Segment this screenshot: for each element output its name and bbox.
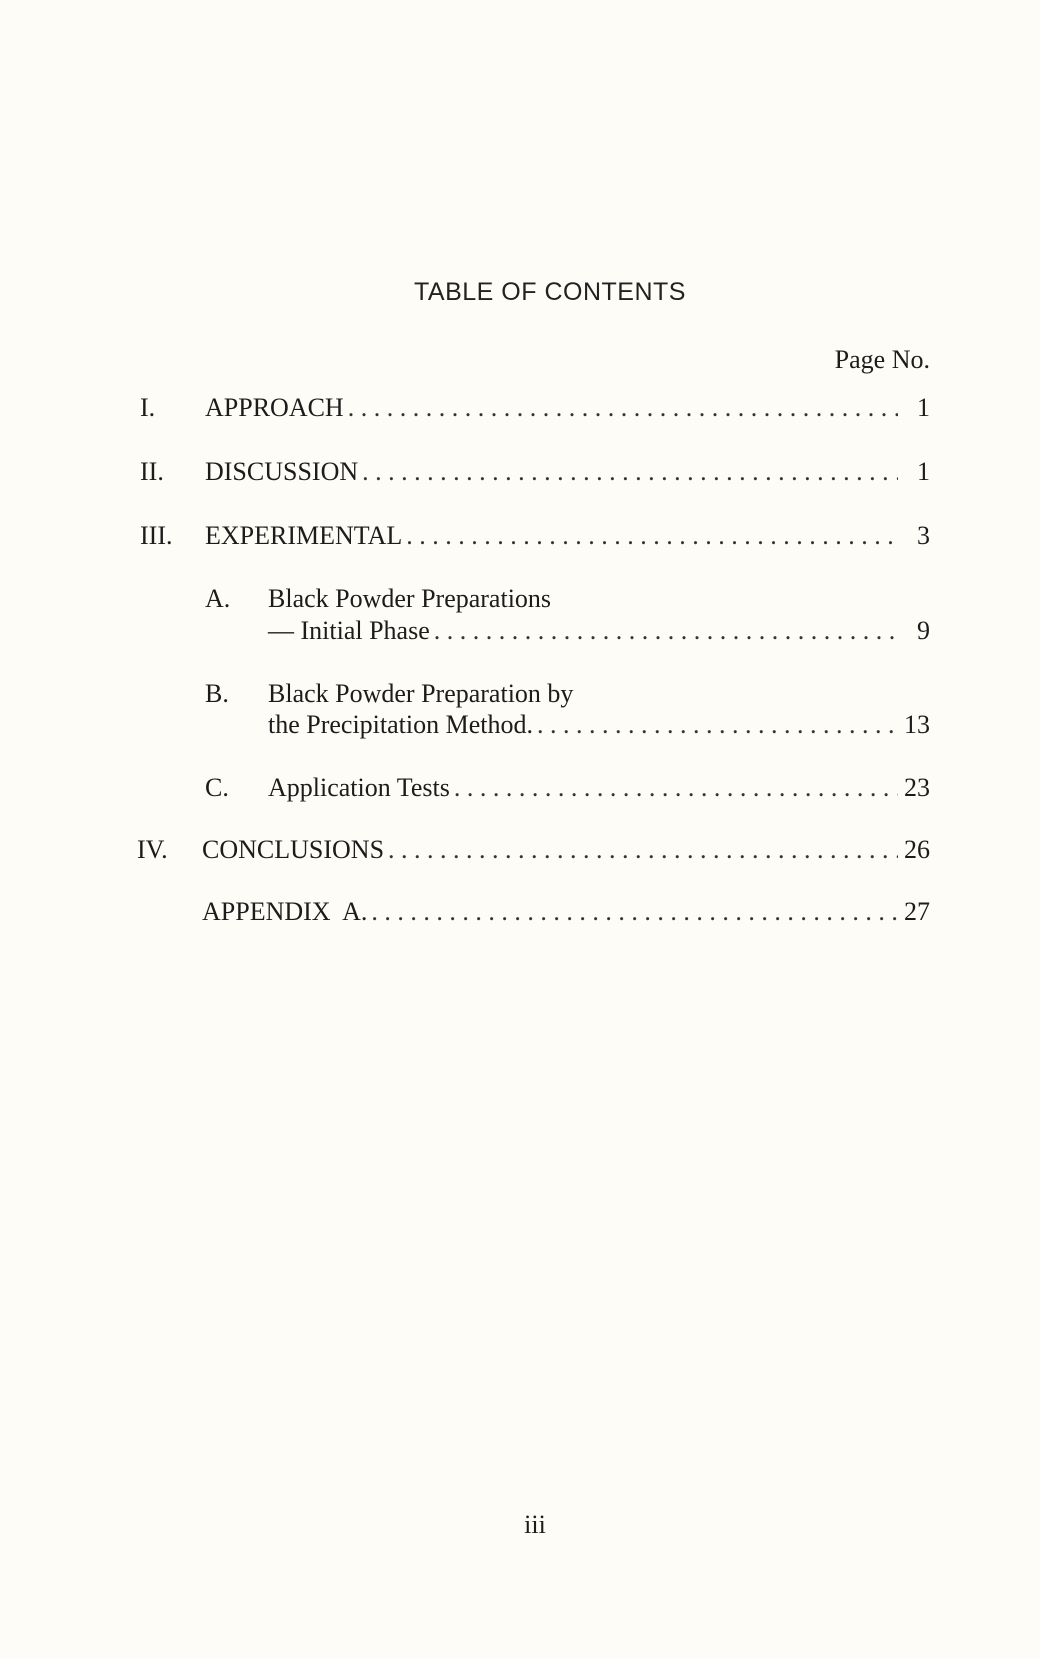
toc-label: APPROACH <box>205 393 344 422</box>
toc-label-line1: Black Powder Preparation by <box>268 679 574 708</box>
leader-dots <box>371 897 898 927</box>
toc-entry-precipitation-method[interactable] <box>268 710 930 740</box>
toc-entry-initial-phase[interactable] <box>268 616 930 646</box>
toc-entry-conclusions[interactable] <box>202 835 930 865</box>
toc-subnumeral-c: C. <box>205 773 229 802</box>
page-title: TABLE OF CONTENTS <box>414 278 686 306</box>
leader-dots <box>454 773 898 803</box>
leader-dots <box>348 393 898 423</box>
toc-subnumeral-b: B. <box>205 679 229 708</box>
toc-page-number: 26 <box>904 835 930 864</box>
toc-page-number: 1 <box>917 393 930 422</box>
toc-numeral-i: I. <box>140 393 156 422</box>
toc-page-number: 23 <box>904 773 930 802</box>
leader-dots <box>406 521 898 551</box>
toc-label: APPENDIX A. <box>202 897 368 926</box>
toc-entry-experimental[interactable] <box>205 521 930 551</box>
page-number-column-header: Page No. <box>834 345 930 374</box>
toc-page-number: 3 <box>917 521 930 550</box>
leader-dots <box>434 616 898 646</box>
leader-dots <box>537 710 898 740</box>
toc-numeral-ii: II. <box>140 457 164 486</box>
toc-page-number: 13 <box>904 710 930 739</box>
toc-label: Application Tests <box>268 773 450 802</box>
toc-numeral-iii: III. <box>140 521 173 550</box>
toc-entry-application-tests[interactable] <box>268 773 930 803</box>
toc-label: the Precipitation Method. <box>268 710 534 739</box>
toc-label: EXPERIMENTAL <box>205 521 403 550</box>
toc-label: — Initial Phase <box>268 616 430 645</box>
toc-entry-discussion[interactable] <box>205 457 930 487</box>
toc-label: DISCUSSION <box>205 457 359 486</box>
toc-entry-approach[interactable] <box>205 393 930 423</box>
footer-page-number: iii <box>524 1510 546 1539</box>
toc-entry-appendix-a[interactable] <box>202 897 930 927</box>
toc-page-number: 9 <box>917 616 930 645</box>
toc-page-number: 27 <box>904 897 930 926</box>
toc-label: CONCLUSIONS <box>202 835 385 864</box>
toc-label-line1: Black Powder Preparations <box>268 584 552 613</box>
toc-subnumeral-a: A. <box>205 584 231 613</box>
toc-page-number: 1 <box>917 457 930 486</box>
leader-dots <box>362 457 898 487</box>
leader-dots <box>388 835 898 865</box>
toc-numeral-iv: IV. <box>137 835 168 864</box>
